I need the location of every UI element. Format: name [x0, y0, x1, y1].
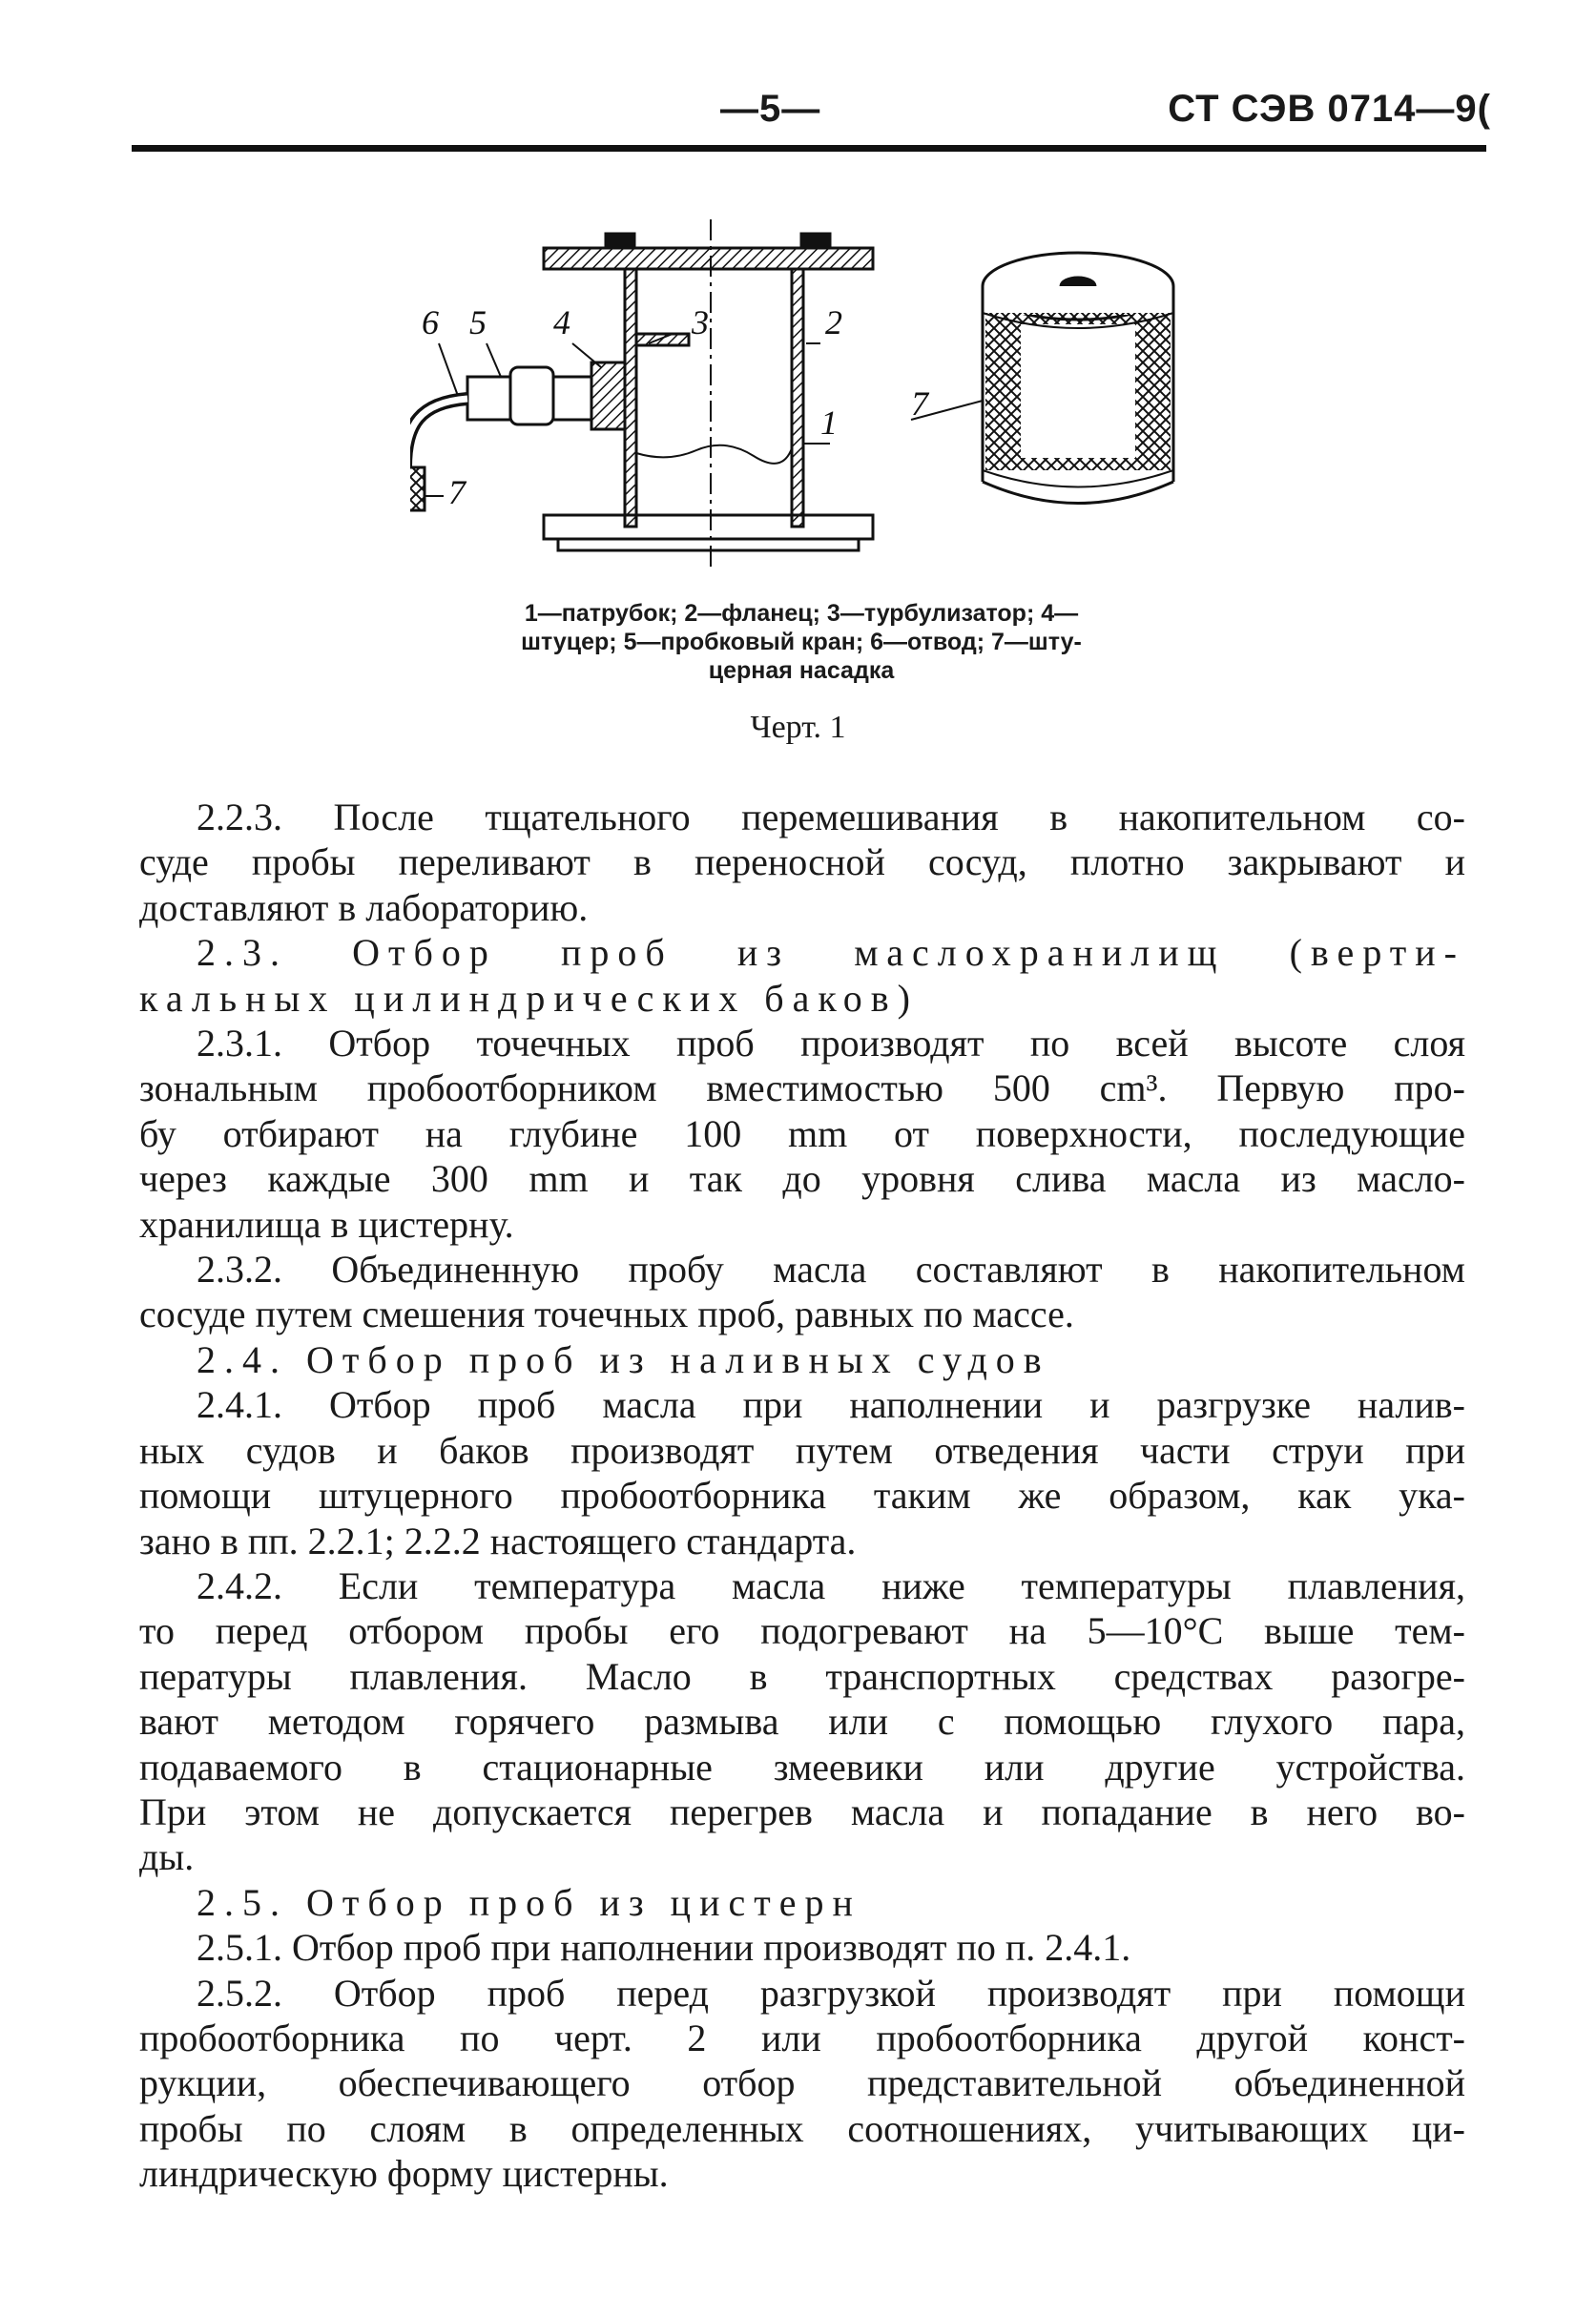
- label-1: 1: [820, 403, 838, 442]
- standard-code: СТ СЭВ 0714—9(: [1168, 88, 1491, 130]
- text-line: 2.4.2. Если температура масла ниже температуры плавления,: [197, 1563, 1465, 1607]
- text-line: суде пробы переливают в переносной сосуд, плотно закрывают и: [139, 840, 1465, 884]
- page-header: [0, 0, 1596, 162]
- text-line: пробы по слоям в определенных соотношениях, учитывающих ци-: [139, 2106, 1465, 2150]
- label-2: 2: [825, 303, 842, 341]
- figure-caption: [420, 599, 1183, 685]
- label-7a: 7: [448, 473, 466, 511]
- figure-title: Черт. 1: [750, 710, 846, 745]
- text-line: вают методом горячего размыва или с помощью глухого пара,: [139, 1700, 1465, 1744]
- nozzle-view: [911, 253, 1173, 504]
- caption-line: церная насадка: [708, 657, 895, 684]
- text-line: рукции, обеспечивающего отбор представительной объединенной: [139, 2061, 1465, 2105]
- label-4: 4: [553, 303, 570, 341]
- section-heading: 2.4. Отбор проб из наливных судов: [197, 1337, 1050, 1381]
- page-number: —5—: [720, 88, 821, 130]
- label-5: 5: [469, 303, 487, 341]
- text-line: хранилища в цистерну.: [139, 1202, 514, 1246]
- text-line: 2.5.2. Отбор проб перед разгрузкой производят при помощи: [197, 1971, 1465, 2015]
- label-3: 3: [692, 303, 709, 341]
- caption-line: 1—патрубок; 2—фланец; 3—турбулизатор; 4—: [524, 600, 1079, 627]
- text-line: зано в пп. 2.2.1; 2.2.2 настоящего стандарта.: [139, 1519, 857, 1562]
- text-line: зональным пробоотборником вместимостью 500 cm³. Первую про-: [139, 1066, 1465, 1110]
- text-line: 2.3.2. Объединенную пробу масла составляют в накопительном: [197, 1248, 1465, 1292]
- text-line: ды.: [139, 1835, 195, 1879]
- sampler-section-view: [410, 219, 873, 568]
- text-line: 2.2.3. После тщательного перемешивания в накопительном со-: [197, 796, 1465, 838]
- text-line: подаваемого в стационарные змеевики или другие устройства.: [139, 1745, 1465, 1789]
- text-line: 2.5.1. Отбор проб при наполнении производят по п. 2.4.1.: [197, 1926, 1131, 1970]
- text-line: помощи штуцерного пробоотборника таким же образом, как ука-: [139, 1474, 1465, 1518]
- text-line: ных судов и баков производят путем отведения части струи при: [139, 1428, 1465, 1472]
- text-line: линдрическую форму цистерны.: [139, 2152, 669, 2196]
- text-line: При этом не допускается перегрев масла и попадание в него во-: [139, 1789, 1465, 1833]
- text-line: доставляют в лабораторию.: [139, 885, 589, 929]
- caption-line: штуцер; 5—пробковый кран; 6—отвод; 7—шту-: [521, 629, 1082, 655]
- text-line: 2.4.1. Отбор проб масла при наполнении и разгрузке налив-: [197, 1383, 1465, 1427]
- label-7b: 7: [911, 384, 928, 423]
- header-rule: [132, 145, 1486, 152]
- label-6: 6: [422, 303, 439, 341]
- section-heading: кальных цилиндрических баков): [139, 976, 919, 1020]
- text-line: сосуде путем смешения точечных проб, равных по массе.: [139, 1293, 1074, 1336]
- technical-drawing: [410, 191, 1221, 591]
- text-line: то перед отбором пробы его подогревают на 5—10°С выше тем-: [139, 1609, 1465, 1653]
- section-heading: 2.5. Отбор проб из цистерн: [197, 1880, 861, 1924]
- text-line: пробоотборника по черт. 2 или пробоотборника другой конст-: [139, 2016, 1465, 2059]
- text-line: бу отбирают на глубине 100 mm от поверхности, последующие: [139, 1111, 1465, 1155]
- body-text: [139, 795, 1465, 2197]
- text-line: пературы плавления. Масло в транспортных средствах разогре-: [139, 1654, 1465, 1698]
- text-line: через каждые 300 mm и так до уровня слива масла из масло-: [139, 1157, 1465, 1201]
- section-heading: 2.3. Отбор проб из маслохранилищ (верти-: [197, 931, 1465, 975]
- text-line: 2.3.1. Отбор точечных проб производят по всей высоте слоя: [197, 1022, 1465, 1065]
